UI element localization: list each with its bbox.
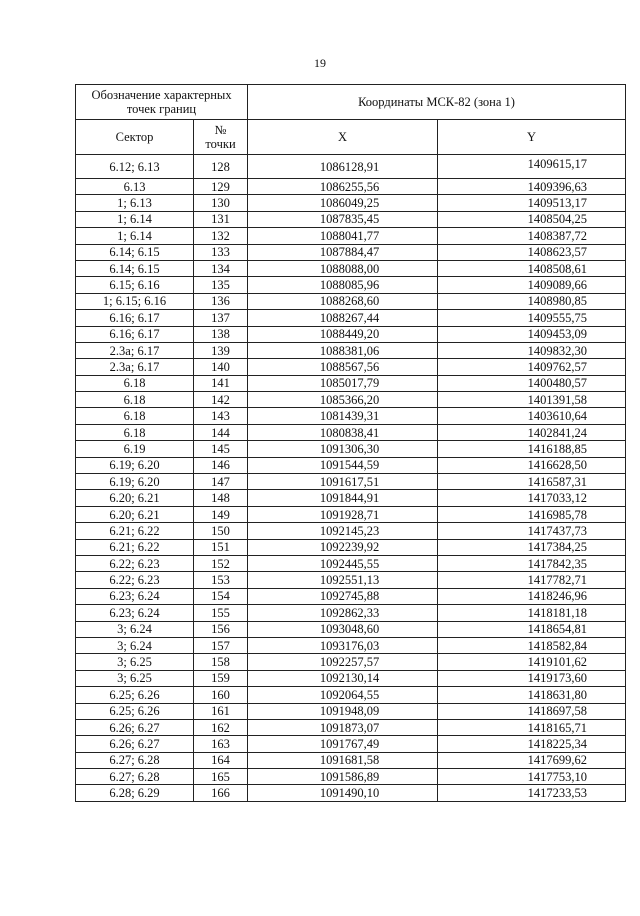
table-row [76, 310, 626, 326]
row-x: 1093176,03 [248, 637, 438, 653]
row-point-number: 155 [194, 605, 248, 621]
row-y: 1408508,61 [438, 260, 626, 276]
table-row [76, 769, 626, 785]
row-x: 1092445,55 [248, 555, 438, 571]
row-point-number: 161 [194, 703, 248, 719]
table-row [76, 179, 626, 195]
table-row [76, 687, 626, 703]
row-point-number: 135 [194, 277, 248, 293]
row-y: 1408387,72 [438, 228, 626, 244]
table-row [76, 359, 626, 375]
row-sector: 6.28; 6.29 [76, 785, 194, 801]
row-sector: 6.14; 6.15 [76, 260, 194, 276]
row-point-number: 132 [194, 228, 248, 244]
row-sector: 6.22; 6.23 [76, 555, 194, 571]
table-row [76, 588, 626, 604]
row-y: 1409832,30 [438, 342, 626, 358]
row-sector: 1; 6.14 [76, 228, 194, 244]
row-sector: 6.27; 6.28 [76, 752, 194, 768]
row-sector: 6.16; 6.17 [76, 310, 194, 326]
table-row [76, 605, 626, 621]
row-y: 1417782,71 [438, 572, 626, 588]
header-sector: Сектор [76, 120, 194, 155]
row-point-number: 147 [194, 474, 248, 490]
table-row [76, 277, 626, 293]
row-point-number: 145 [194, 441, 248, 457]
row-y: 1417842,35 [438, 555, 626, 571]
row-sector: 6.21; 6.22 [76, 523, 194, 539]
row-sector: 6.18 [76, 424, 194, 440]
row-sector: 6.23; 6.24 [76, 605, 194, 621]
row-sector: 6.19; 6.20 [76, 474, 194, 490]
table-row [76, 719, 626, 735]
row-y: 1416628,50 [438, 457, 626, 473]
row-point-number: 152 [194, 555, 248, 571]
row-y: 1416587,31 [438, 474, 626, 490]
row-y: 1419101,62 [438, 654, 626, 670]
table-row [76, 572, 626, 588]
row-x: 1086255,56 [248, 179, 438, 195]
row-x: 1092745,88 [248, 588, 438, 604]
row-y: 1416188,85 [438, 441, 626, 457]
row-y: 1409555,75 [438, 310, 626, 326]
row-x: 1088267,44 [248, 310, 438, 326]
table-row [76, 244, 626, 260]
table-row [76, 736, 626, 752]
row-x: 1091544,59 [248, 457, 438, 473]
row-x: 1091928,71 [248, 506, 438, 522]
row-y: 1408623,57 [438, 244, 626, 260]
row-y: 1417699,62 [438, 752, 626, 768]
table-row [76, 523, 626, 539]
row-x: 1091948,09 [248, 703, 438, 719]
row-y: 1418225,34 [438, 736, 626, 752]
row-x: 1080838,41 [248, 424, 438, 440]
row-point-number: 139 [194, 342, 248, 358]
row-sector: 6.25; 6.26 [76, 687, 194, 703]
row-point-number: 166 [194, 785, 248, 801]
row-sector: 3; 6.25 [76, 670, 194, 686]
row-x: 1088085,96 [248, 277, 438, 293]
row-x: 1088088,00 [248, 260, 438, 276]
table-body [76, 155, 626, 802]
row-sector: 3; 6.24 [76, 637, 194, 653]
table-row [76, 637, 626, 653]
row-sector: 6.19 [76, 441, 194, 457]
table-row [76, 342, 626, 358]
table-row [76, 555, 626, 571]
row-sector: 3; 6.24 [76, 621, 194, 637]
row-sector: 6.18 [76, 408, 194, 424]
row-point-number: 160 [194, 687, 248, 703]
row-x: 1092257,57 [248, 654, 438, 670]
table-row [76, 490, 626, 506]
row-point-number: 163 [194, 736, 248, 752]
row-sector: 6.20; 6.21 [76, 506, 194, 522]
row-y: 1418697,58 [438, 703, 626, 719]
row-y: 1401391,58 [438, 392, 626, 408]
row-point-number: 138 [194, 326, 248, 342]
row-point-number: 130 [194, 195, 248, 211]
row-point-number: 144 [194, 424, 248, 440]
row-x: 1092239,92 [248, 539, 438, 555]
row-point-number: 136 [194, 293, 248, 309]
row-point-number: 154 [194, 588, 248, 604]
row-x: 1092145,23 [248, 523, 438, 539]
row-x: 1087884,47 [248, 244, 438, 260]
row-sector: 6.15; 6.16 [76, 277, 194, 293]
row-x: 1091617,51 [248, 474, 438, 490]
row-x: 1086128,91 [248, 155, 438, 179]
table-row [76, 375, 626, 391]
table-row [76, 703, 626, 719]
table-row [76, 621, 626, 637]
row-y: 1403610,64 [438, 408, 626, 424]
table-row [76, 752, 626, 768]
table-row [76, 195, 626, 211]
table-row [76, 670, 626, 686]
header-coordinates: Координаты МСК-82 (зона 1) [248, 85, 626, 120]
row-point-number: 159 [194, 670, 248, 686]
row-y: 1418654,81 [438, 621, 626, 637]
row-y: 1419173,60 [438, 670, 626, 686]
row-x: 1088268,60 [248, 293, 438, 309]
header-x: X [248, 120, 438, 155]
row-x: 1091681,58 [248, 752, 438, 768]
row-sector: 2.3а; 6.17 [76, 359, 194, 375]
row-x: 1092130,14 [248, 670, 438, 686]
row-y: 1408504,25 [438, 211, 626, 227]
row-point-number: 129 [194, 179, 248, 195]
table-row [76, 408, 626, 424]
row-point-number: 143 [194, 408, 248, 424]
table-row [76, 457, 626, 473]
row-y: 1408980,85 [438, 293, 626, 309]
row-x: 1091873,07 [248, 719, 438, 735]
row-x: 1088041,77 [248, 228, 438, 244]
row-point-number: 150 [194, 523, 248, 539]
table-row [76, 211, 626, 227]
row-sector: 6.20; 6.21 [76, 490, 194, 506]
row-x: 1092064,55 [248, 687, 438, 703]
header-y: Y [438, 120, 626, 155]
row-point-number: 162 [194, 719, 248, 735]
row-point-number: 148 [194, 490, 248, 506]
row-x: 1085366,20 [248, 392, 438, 408]
row-sector: 6.12; 6.13 [76, 155, 194, 179]
row-point-number: 164 [194, 752, 248, 768]
row-y: 1418246,96 [438, 588, 626, 604]
row-sector: 1; 6.15; 6.16 [76, 293, 194, 309]
table-row [76, 392, 626, 408]
table-row [76, 539, 626, 555]
row-y: 1418582,84 [438, 637, 626, 653]
table-row [76, 260, 626, 276]
row-x: 1085017,79 [248, 375, 438, 391]
table-row [76, 326, 626, 342]
row-sector: 6.14; 6.15 [76, 244, 194, 260]
row-x: 1092551,13 [248, 572, 438, 588]
row-sector: 6.26; 6.27 [76, 719, 194, 735]
row-sector: 6.18 [76, 375, 194, 391]
row-point-number: 133 [194, 244, 248, 260]
row-y: 1418165,71 [438, 719, 626, 735]
row-y: 1409513,17 [438, 195, 626, 211]
table-row [76, 228, 626, 244]
row-sector: 1; 6.14 [76, 211, 194, 227]
row-sector: 6.23; 6.24 [76, 588, 194, 604]
row-x: 1091586,89 [248, 769, 438, 785]
row-sector: 6.27; 6.28 [76, 769, 194, 785]
row-y: 1409396,63 [438, 179, 626, 195]
row-point-number: 128 [194, 155, 248, 179]
row-y: 1416985,78 [438, 506, 626, 522]
row-point-number: 141 [194, 375, 248, 391]
row-sector: 6.22; 6.23 [76, 572, 194, 588]
row-x: 1091306,30 [248, 441, 438, 457]
row-x: 1092862,33 [248, 605, 438, 621]
row-sector: 6.19; 6.20 [76, 457, 194, 473]
row-point-number: 153 [194, 572, 248, 588]
row-sector: 2.3а; 6.17 [76, 342, 194, 358]
row-x: 1091490,10 [248, 785, 438, 801]
row-point-number: 157 [194, 637, 248, 653]
table-row [76, 293, 626, 309]
row-y: 1417384,25 [438, 539, 626, 555]
row-point-number: 131 [194, 211, 248, 227]
row-y: 1400480,57 [438, 375, 626, 391]
row-point-number: 134 [194, 260, 248, 276]
row-point-number: 158 [194, 654, 248, 670]
row-x: 1088567,56 [248, 359, 438, 375]
table-row [76, 424, 626, 440]
table-row [76, 654, 626, 670]
coordinates-table [75, 84, 626, 802]
row-x: 1091767,49 [248, 736, 438, 752]
row-sector: 6.21; 6.22 [76, 539, 194, 555]
row-y: 1402841,24 [438, 424, 626, 440]
row-y: 1409615,17 [438, 155, 626, 179]
row-x: 1093048,60 [248, 621, 438, 637]
row-sector: 3; 6.25 [76, 654, 194, 670]
row-sector: 6.16; 6.17 [76, 326, 194, 342]
row-y: 1418181,18 [438, 605, 626, 621]
row-x: 1087835,45 [248, 211, 438, 227]
row-x: 1081439,31 [248, 408, 438, 424]
row-x: 1088381,06 [248, 342, 438, 358]
row-y: 1417753,10 [438, 769, 626, 785]
row-point-number: 140 [194, 359, 248, 375]
row-sector: 6.26; 6.27 [76, 736, 194, 752]
row-sector: 1; 6.13 [76, 195, 194, 211]
row-x: 1091844,91 [248, 490, 438, 506]
table-row [76, 474, 626, 490]
row-sector: 6.25; 6.26 [76, 703, 194, 719]
row-point-number: 156 [194, 621, 248, 637]
row-y: 1409762,57 [438, 359, 626, 375]
row-sector: 6.18 [76, 392, 194, 408]
row-point-number: 165 [194, 769, 248, 785]
table-row [76, 506, 626, 522]
row-y: 1409089,66 [438, 277, 626, 293]
row-point-number: 149 [194, 506, 248, 522]
row-point-number: 137 [194, 310, 248, 326]
row-y: 1417233,53 [438, 785, 626, 801]
row-y: 1418631,80 [438, 687, 626, 703]
row-y: 1417033,12 [438, 490, 626, 506]
row-sector: 6.13 [76, 179, 194, 195]
row-y: 1417437,73 [438, 523, 626, 539]
page-number: 19 [314, 56, 326, 70]
row-point-number: 146 [194, 457, 248, 473]
table-row [76, 155, 626, 179]
header-designation: Обозначение характерных точек границ [76, 85, 248, 120]
header-point-number: № точки [194, 120, 248, 155]
row-x: 1088449,20 [248, 326, 438, 342]
row-point-number: 151 [194, 539, 248, 555]
row-y: 1409453,09 [438, 326, 626, 342]
row-x: 1086049,25 [248, 195, 438, 211]
row-point-number: 142 [194, 392, 248, 408]
table-row [76, 441, 626, 457]
table-row [76, 785, 626, 801]
